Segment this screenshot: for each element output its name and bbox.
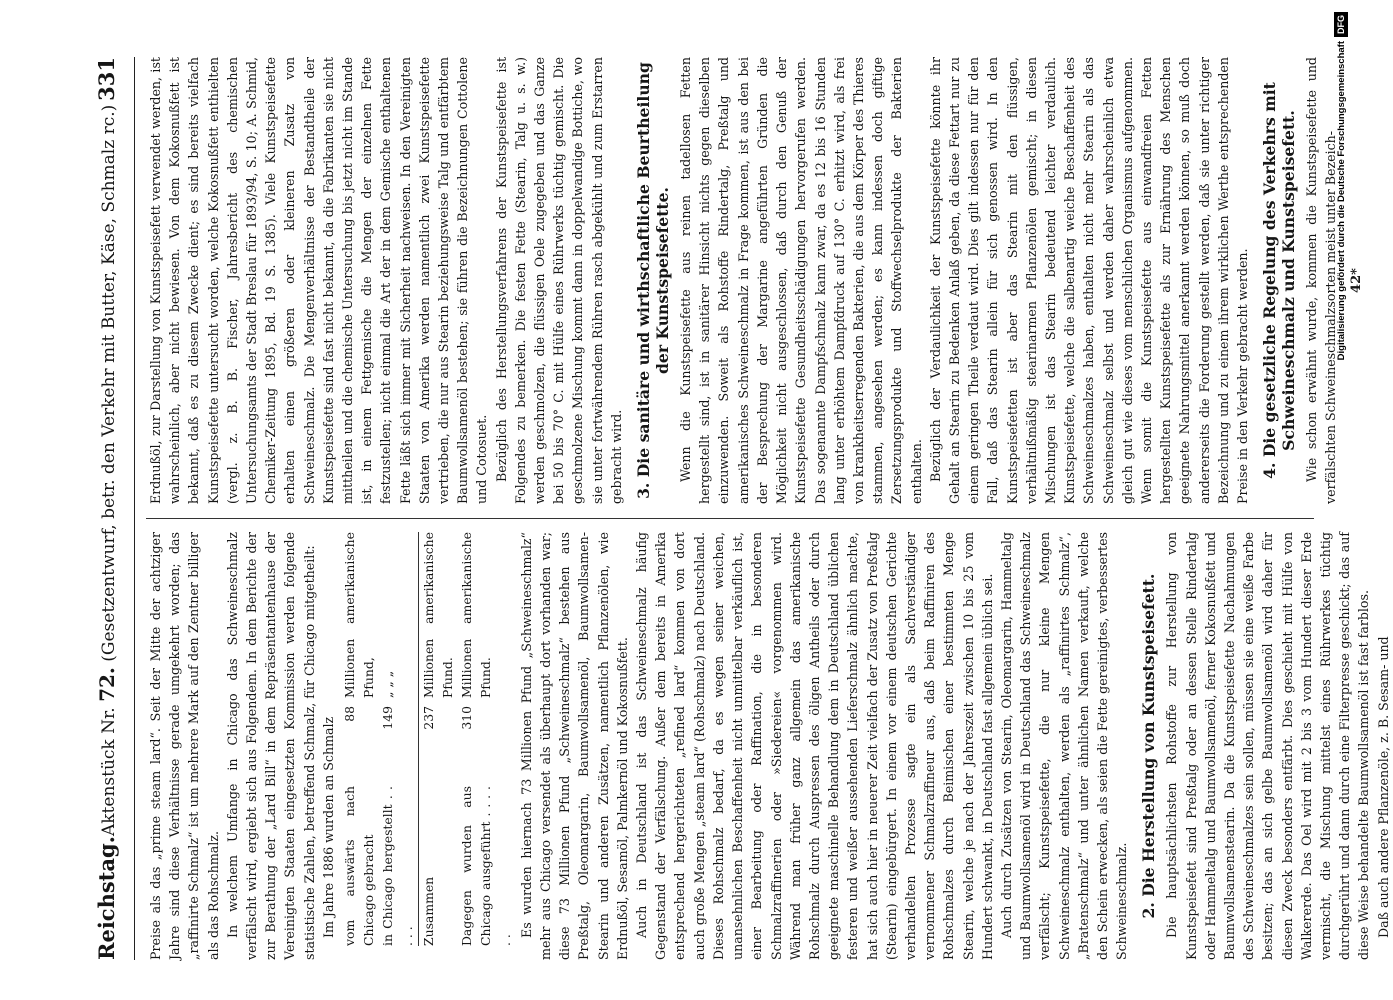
paragraph: Wie schon erwähnt wurde, kommen die Kunstspeisefette und verfälschten Schweineschmalzsorten meist unter Bezeich- [1304,57,1339,504]
left-column [146,532,1391,960]
header-left: Reichstag. [94,836,119,960]
stat-text: Millionen amerikanische Pfund. [420,532,456,698]
stat-number: 88 [342,706,358,722]
stat-number: 149 [380,706,396,730]
section-heading: 4. Die gesetzliche Regelung des Verkehrs mit Schweineschmalz und Kunstspeisefett. [1260,82,1299,479]
stat-text: Millionen amerikanische Pfund. [459,532,494,698]
sheet-signature: 42* [1348,268,1364,293]
header-prefix: Aktenstück Nr. [99,707,119,837]
paragraph: Preise als das „prime steam lard“. Seit der Mitte der achtziger Jahre sind diese Verhältnisse gerade umgekehrt worden; das „raffinirte Schmalz“ ist um mehrere Mark auf den Zentner billiger als das Rohschmalz. [148,532,221,960]
paragraph: Bezüglich der Verdaulichkeit der Kunstspeisefette könnte ihr Gehalt an Stearin zu Bedenken Anlaß geben, da diese Fettart nur zu einem geringen Theile verdaut wird. Dies gilt indessen nur für den Fall, daß das Stearin allein für sich genossen wird. In den Kunstspeisefetten ist aber das Stearin mit den flüssigen, verhältnißmäßig stearinarmen Pflanzenölen gemischt; in diesen Mischungen ist das Stearin bedeutend leichter verdaulich. Kunstspeisefette, welche die salbenartig weiche Beschaffenheit des Schweineschmalzes haben, enthalten nicht mehr Stearin als das Schweineschmalz selbst und werden daher wahrscheinlich etwa gleich gut wie dieses vom menschlichen Organismus aufgenommen. Wenn somit die Kunstspeisefette aus einwandfreien Fetten hergestellten Kunstspeisefette als zur Ernährung des Menschen geeignete Nahrungsmittel anerkannt werden können, so muß doch andererseits die Forderung gestellt werden, daß sie unter richtiger Bezeichnung und zu einem ihrem wirklichen Werthe entsprechenden Preise in den Verkehr gebracht werden. [927,57,1250,504]
stat-label: Dagegen wurden aus Chicago ausgeführt . . . . . . [459,786,513,946]
paragraph: Erdnußöl, zur Darstellung von Kunstspeisefett verwendet werden, ist wahrscheinlich, aber nicht bewiesen. Von dem Kokosnußfett ist bekannt, daß es zu diesem Zwecke dient; es sind bereits vielfach Kunstspeisefette untersucht worden, welche Kokosnußfett enthielten (vergl. z. B. B. Fischer, Jahresbericht des chemischen Untersuchungsamts der Stadt Breslau für 1893/94, S. 10; A. Schmid, Chemiker-Zeitung 1895, Bd. 19 S. 1385). Viele Kunstspeisefette erhalten einen größeren oder kleineren Zusatz von Schweineschmalz. Die Mengenverhältnisse der Bestandtheile der Kunstspeisefette sind fast nicht bekannt, da die Fabrikanten sie nicht mittheilen und die chemische Untersuchung bis jetzt nicht im Stande ist, in einem Fettgemische die Mengen der einzelnen Fette festzustellen; nicht einmal die Art der in dem Gemische enthaltenen Fette läßt sich immer mit Sicherheit nachweisen. In den Vereinigten Staaten von Amerika werden namentlich zwei Kunstspeisefette vertrieben, die nur aus Stearin beziehungsweise Talg und entfärbtem Baumwollsamenöl bestehen; sie führen die Bezeichnungen Cottolene und Cotosuet. [148,57,490,504]
paragraph: Die hauptsächlichsten Rohstoffe zur Herstellung von Kunstspeisefett sind Preßtalg oder an dessen Stelle Rindertalg oder Hammeltalg und Baumwollsamenöl, ferner Kokosnußfett und Baumwollsamenstearin. Da die Kunstspeisefette Nachahmungen des Schweineschmalzes sein sollen, müssen sie eine weiße Farbe besitzen; das an sich gelbe Baumwollsamenöl wird daher für diesen Zweck besonders entfärbt. Dies geschieht mit Hülfe von Walkererde. Das Oel wird mit 2 bis 3 vom Hundert dieser Erde vermischt, die Mischung mittelst eines Rührwerkes tüchtig durchgerührt und dann durch eine Filterpresse geschickt; das auf diese Weise behandelte Baumwollsamenöl ist fast farblos. [1164,532,1372,960]
page-header [94,57,135,960]
paragraph: In welchem Umfange in Chicago das Schweineschmalz verfälscht wird, ergiebt sich aus Folgendem. In dem Berichte der zur Berathung der „Lard Bill“ in dem Repräsentantenhause der Vereinigten Staaten eingesetzten Kommission werden folgende statistische Zahlen, betreffend Schmalz, für Chicago mitgetheilt: [224,532,317,960]
stat-row [378,532,416,946]
paragraph: Im Jahre 1886 wurden an Schmalz [320,716,336,938]
paragraph: Wenn die Kunstspeisefette aus reinen tadellosen Fetten hergestellt sind, ist in sanitärer Hinsicht nichts gegen dieselben einzuwenden. Soweit als Rohstoffe Rindertalg, Preßtalg und amerikanisches Schweineschmalz in Frage kommen, ist aus den bei der Besprechung der Margarine angeführten Gründen die Möglichkeit nicht ausgeschlossen, daß durch den Genuß der Kunstspeisefette Gesundheitsschädigungen hervorgerufen werden. Das sogenannte Dampfschmalz kann zwar, da es 12 bis 16 Stunden lang unter erhöhtem Dampfdruck auf 130° C. erhitzt wird, als frei von krankheitserregenden Bakterien, die aus dem Körper des Thieres stammen, angesehen werden; es kann indessen doch giftige Zersetzungsprodukte und Stoffwechselprodukte der Bakterien enthalten. [678,57,924,504]
stat-text: „ „ „ [380,670,396,698]
column-divider [146,518,1314,519]
section-heading: 2. Die Herstellung von Kunstspeisefett. [1139,573,1159,919]
digitization-credit-text [1334,12,1348,990]
stat-number: 237 [420,706,436,730]
credit-text: Digitalisierung gefördert durch die Deutsche Forschungsgemeinschaft [1336,41,1347,361]
digitization-credit [1334,12,1348,990]
paragraph: Auch durch Zusätzen von Stearin, Oleomargarin, Hammeltalg und Baumwollsamenöl wird in Deutschland das Schweineschmalz verfälscht; Kunstspeisefette, die nur kleine Mengen Schweineschmalz enthalten, werden als „raffinirtes Schmalz“, „Bratenschmalz“ und unter ähnlichen Namen verkauft, welche den Schein erwecken, als seien die Fette gereinigtes, verbessertes Schweineschmalz. [998,532,1130,960]
stat-number: 310 [459,706,475,730]
stat-row [457,532,515,946]
statistics-table [340,532,515,946]
paragraph: Auch in Deutschland ist das Schweineschmalz häufig Gegenstand der Verfälschung. Außer dem bereits in Amerika entsprechend hergerichteten „refined lard“ kommen von dort auch große Mengen „steam lard“ (Rohschmalz) nach Deutschland. Dieses Rohschmalz bedarf, da es wegen seiner weichen, unansehnlichen Beschaffenheit nicht unmittelbar verkäuflich ist, einer Bearbeitung oder Raffination, die in besonderen Schmalzraffinerien oder »Siedereien« vorgenommen wird. Während man früher ganz allgemein das amerikanische Rohschmalz durch Auspressen des öligen Antheils oder durch geeignete maschinelle Behandlung dem in Deutschland üblichen festeren und weißer aussehenden Lieferschmalz ähnlich machte, hat sich auch hier in neuerer Zeit vielfach der Zusatz von Preßtalg (Stearin) eingebürgert. In einem vor einem deutschen Gerichte verhandelten Prozesse sagte ein als Sachverständiger vernommener Schmalzraffineur aus, daß beim Raffiniren des Rohschmalzes durch Beimischen einer bestimmten Menge Stearin, welche je nach der Jahreszeit zwischen 10 bis 25 vom Hundert schwankt, in Deutschland fast allgemein üblich sei. [634,532,995,960]
paragraph: Bezüglich des Herstellungsverfahrens der Kunstspeisefette ist Folgendes zu bemerken. Die festen Fette (Stearin, Talg u. s. w.) werden geschmolzen, die flüssigen Oele zugegeben und das Ganze bei 50 bis 70° C. mit Hülfe eines Rührwerks tüchtig gemischt. Die geschmolzene Mischung kommt dann in doppelwandige Bottiche, wo sie unter fortwährendem Rühren rasch abgekühlt und zum Erstarren gebracht wird. [493,57,624,504]
document-number: 72. [95,667,119,702]
paragraph: Daß auch andere Pflanzenöle, z. B. Sesam- und [1375,636,1391,938]
stat-label: Zusammen [420,876,436,946]
dfg-logo: DFG [1334,12,1348,37]
stat-row [340,532,378,946]
header-title: (Gesetzentwurf, betr. den Verkehr mit Butter, Käse, Schmalz rc.) [99,104,119,662]
stat-label: in Chicago hergestellt . . . . . [380,786,415,946]
stat-label: vom auswärts nach Chicago gebracht [342,786,377,946]
stat-text: Millionen amerikanische Pfund, [342,532,377,698]
stat-sum-row [418,532,457,946]
header-center [95,105,119,836]
page-number: 331 [94,57,119,101]
paragraph: Es wurden hiernach 73 Millionen Pfund „Schweineschmalz“ mehr aus Chicago versendet als überhaupt dort vorhanden war; diese 73 Millionen Pfund „Schweineschmalz“ bestehen aus Preßtalg, Oleomargarin, Baumwollsamenöl, Baumwollsamen-Stearin und anderen Zusätzen, namentlich Pflanzenölen, wie Erdnußöl, Sesamöl, Palmkernöl und Kokosnußfett. [518,532,630,960]
section-heading: 3. Die sanitäre und wirthschaftliche Beurtheilung der Kunstspeisefette. [634,62,673,499]
